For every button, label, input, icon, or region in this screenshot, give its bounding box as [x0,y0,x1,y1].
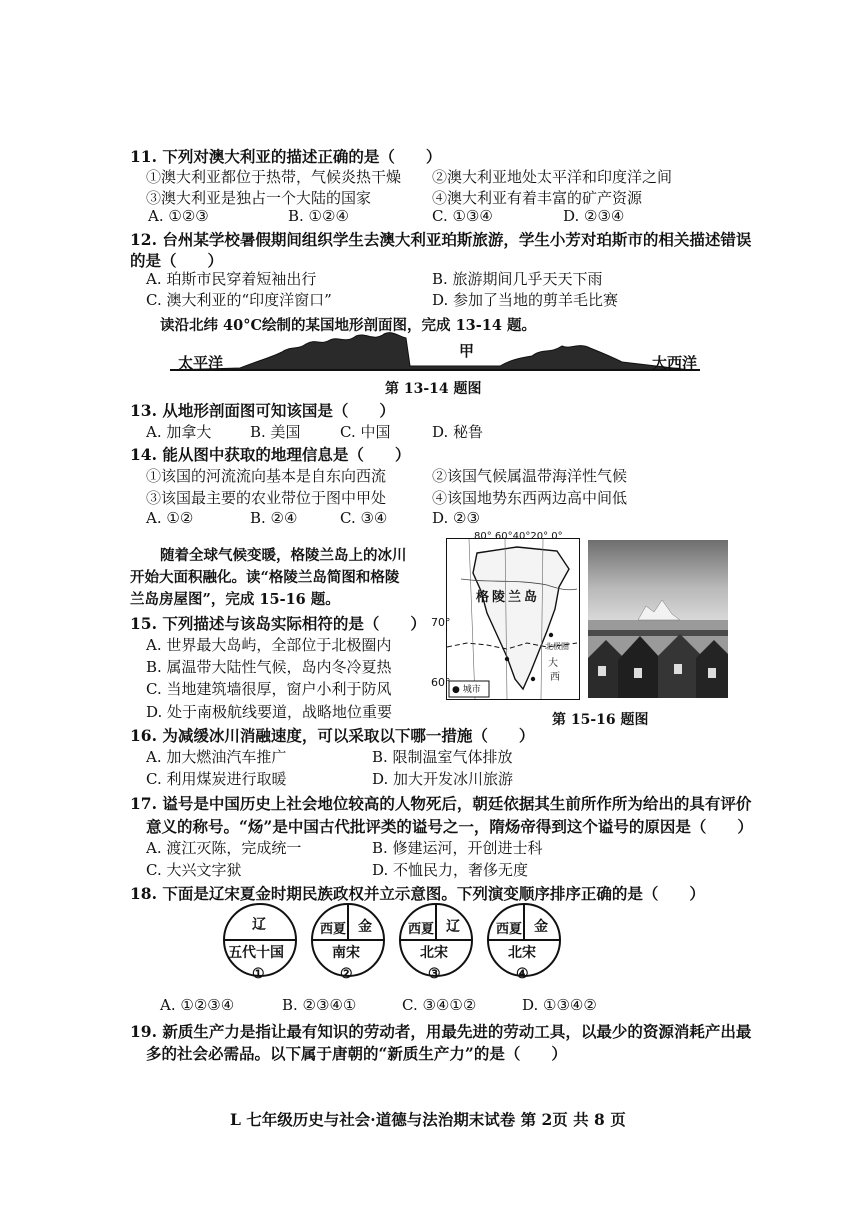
q13-option-d: D. 秘鲁 [432,423,484,441]
greenland-caption: 第 15-16 题图 [552,712,649,728]
question-17-stem-line1: 17. 谥号是中国历史上社会地位较高的人物死后，朝廷依据其生前所作所为给出的具有评价 [130,794,752,813]
q12-option-c: C. 澳大利亚的“印度洋窗口” [146,291,332,309]
q11-option-b: B. ①②④ [288,207,349,225]
circle1-bottom-label: 五代十国 [228,945,284,961]
circle2-top-right-label: 金 [358,919,372,935]
q14-option-c: C. ③④ [340,509,388,527]
q13-option-c: C. 中国 [340,423,391,441]
circle3-bottom-label: 北宋 [420,945,448,961]
circle4-top-left-label: 西夏 [496,922,523,937]
q12-option-a: A. 珀斯市民穿着短袖出行 [146,270,317,288]
q15-option-c: C. 当地建筑墙很厚，窗户小利于防风 [146,680,392,698]
q11-statement-3: ③澳大利亚是独占一个大陆的国家 [146,189,372,207]
q11-statement-1: ①澳大利亚都位于热带，气候炎热干燥 [146,168,402,186]
circle3-top-left-label: 西夏 [408,922,435,937]
greenland-intro-line1: 随着全球气候变暖，格陵兰岛上的冰川 [160,547,407,564]
question-17-stem-line2: 意义的称号。“炀”是中国古代批评类的谥号之一，隋炀帝得到这个谥号的原因是（ ） [146,817,753,836]
q14-statement-2: ②该国气候属温带海洋性气候 [432,467,628,485]
circle4-number: ④ [516,966,529,982]
terrain-profile-figure [170,328,700,376]
regime-circles-figure [220,900,590,980]
q15-option-b: B. 属温带大陆性气候，岛内冬冷夏热 [146,658,392,676]
question-13-stem: 13. 从地形剖面图可知该国是（ ） [130,401,395,420]
q17-option-a: A. 渡江灭陈，完成统一 [146,839,302,857]
map-lat70-label: 70° [431,616,451,629]
map-arctic-circle-label: 北极圈 [545,642,569,651]
question-12-stem-line2: 的是（ ） [130,251,224,270]
q18-option-d: D. ①③④② [522,996,597,1014]
q11-option-a: A. ①②③ [148,207,209,225]
question-14-stem: 14. 能从图中获取的地理信息是（ ） [130,445,411,464]
map-lat60-label: 60° [431,676,451,689]
q15-option-a: A. 世界最大岛屿，全部位于北极圈内 [146,636,392,654]
profile-intro: 读沿北纬 40°C绘制的某国地形剖面图，完成 13-14 题。 [160,317,536,334]
question-11-stem: 11. 下列对澳大利亚的描述正确的是（ ） [130,147,442,166]
q16-option-c: C. 利用煤炭进行取暖 [146,770,287,788]
q13-option-b: B. 美国 [250,423,301,441]
map-longitude-labels: 80° 60°40°20° 0° [474,531,563,542]
q12-option-d: D. 参加了当地的剪羊毛比赛 [432,291,619,309]
circle2-top-left-label: 西夏 [320,922,347,937]
circle2-number: ② [340,966,353,982]
pacific-label: 太平洋 [178,354,224,372]
point-jia-label: 甲 [459,342,475,360]
question-16-stem: 16. 为减缓冰川消融速度，可以采取以下哪一措施（ ） [130,726,535,745]
greenland-house-photo [588,540,728,698]
q18-option-c: C. ③④①② [402,996,477,1014]
q11-statement-2: ②澳大利亚地处太平洋和印度洋之间 [432,168,673,186]
q14-option-d: D. ②③ [432,509,480,527]
q15-option-d: D. 处于南极航线要道，战略地位重要 [146,703,393,721]
question-12-stem-line1: 12. 台州某学校暑假期间组织学生去澳大利亚珀斯旅游，学生小芳对珀斯市的相关描述错误 [130,230,752,249]
atlantic-label: 大西洋 [652,354,698,372]
profile-caption: 第 13-14 题图 [385,381,482,397]
q14-statement-4: ④该国地势东西两边高中间低 [432,489,628,507]
q16-option-a: A. 加大燃油汽车推广 [146,748,287,766]
q17-option-c: C. 大兴文字狱 [146,861,242,879]
circle2-bottom-label: 南宋 [332,945,360,961]
circle1-top-label: 辽 [252,917,266,933]
q14-option-a: A. ①② [146,509,194,527]
question-19-stem-line2: 多的社会必需品。以下属于唐朝的“新质生产力”的是（ ） [146,1044,567,1063]
circle3-number: ③ [428,966,441,982]
map-island-label: 格陵兰岛 [476,590,541,605]
q11-statement-4: ④澳大利亚有着丰富的矿产资源 [432,189,643,207]
circle3-top-right-label: 辽 [446,919,460,935]
question-19-stem-line1: 19. 新质生产力是指让最有知识的劳动者，用最先进的劳动工具，以最少的资源消耗产出最 [130,1022,752,1041]
q13-option-a: A. 加拿大 [146,423,212,441]
q14-statement-1: ①该国的河流流向基本是自东向西流 [146,467,387,485]
question-18-stem: 18. 下面是辽宋夏金时期民族政权并立示意图。下列演变顺序排序正确的是（ ） [130,884,705,903]
q14-option-b: B. ②④ [250,509,298,527]
q11-option-d: D. ②③④ [563,207,625,225]
question-15-stem: 15. 下列描述与该岛实际相符的是（ ） [130,614,426,633]
greenland-intro-line3: 兰岛房屋图”，完成 15-16 题。 [130,591,340,608]
map-ocean-label-2: 西 [550,672,560,683]
map-ocean-label-1: 大 [548,658,558,669]
house-photo-drawing [588,540,728,698]
q16-option-b: B. 限制温室气体排放 [372,748,513,766]
page-footer: L 七年级历史与社会·道德与法治期末试卷 第 2页 共 8 页 [230,1110,626,1129]
circle4-bottom-label: 北宋 [508,945,536,961]
q16-option-d: D. 加大开发冰川旅游 [372,770,514,788]
circle1-number: ① [252,966,265,982]
q18-option-b: B. ②③④① [282,996,357,1014]
map-legend-city: ● 城市 [452,685,481,695]
q11-option-c: C. ①③④ [432,207,493,225]
q17-option-b: B. 修建运河，开创进士科 [372,839,543,857]
circle4-top-right-label: 金 [534,919,548,935]
greenland-intro-line2: 开始大面积融化。读“格陵兰岛简图和格陵 [130,569,400,586]
q17-option-d: D. 不恤民力，奢侈无度 [372,861,529,879]
q14-statement-3: ③该国最主要的农业带位于图中甲处 [146,489,387,507]
q18-option-a: A. ①②③④ [160,996,235,1014]
q12-option-b: B. 旅游期间几乎天天下雨 [432,270,603,288]
